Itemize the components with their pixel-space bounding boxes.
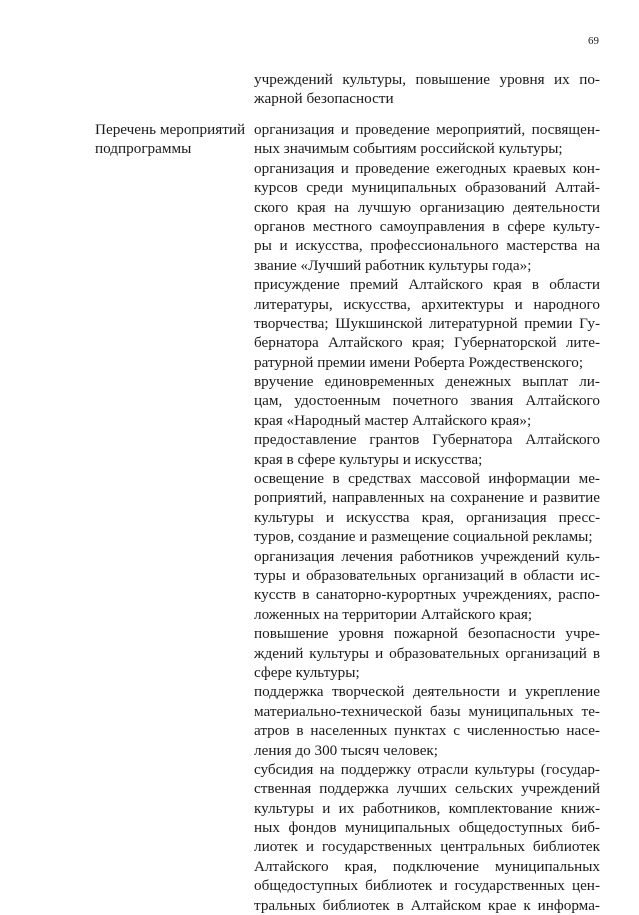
measures-list-text	[254, 120, 600, 915]
measures-list-line: тральных библиотек в Алтайском крае к информа-	[254, 896, 600, 914]
measures-list-line: ных значимым событиям российской культуры;	[254, 140, 563, 158]
measures-list-line: общедоступных библиотек и государственных цен-	[254, 877, 600, 895]
measures-list-line: литературы, искусства, архитектуры и народного	[254, 295, 600, 313]
measures-list-line: туры и образовательных организаций в области ис-	[254, 566, 600, 584]
measures-list-line: края «Народный мастер Алтайского края»;	[254, 411, 532, 429]
measures-list-line: творчества; Шукшинской литературной премии Гу-	[254, 314, 600, 332]
continued-text-block	[254, 70, 600, 109]
measures-list-line: организация и проведение ежегодных краевых кон-	[254, 159, 600, 177]
section-label	[95, 120, 255, 159]
section-label-line: Перечень мероприятий	[95, 121, 246, 138]
measures-list-line: Алтайского края, подключение муниципальных	[254, 857, 600, 875]
measures-list-line: освещение в средствах массовой информации ме-	[254, 470, 600, 488]
measures-list-line: организация лечения работников учреждений куль-	[254, 547, 600, 565]
measures-list-line: ского края на лучшую организацию деятельности	[254, 198, 600, 216]
measures-list-line: ры и искусства, профессионального мастерства на	[254, 237, 600, 255]
continued-text-line: учреждений культуры, повышение уровня их по-	[254, 71, 600, 88]
measures-list-line: атров в населенных пунктах с численностью насе-	[254, 722, 600, 740]
measures-list-line: ственная поддержка лучших сельских учреждений	[254, 780, 600, 798]
measures-list-line: ных фондов муниципальных общедоступных биб-	[254, 819, 600, 837]
measures-list-line: повышение уровня пожарной безопасности учре-	[254, 625, 600, 643]
measures-list-line: субсидия на поддержку отрасли культуры (государ-	[254, 760, 600, 778]
measures-list-line: ления до 300 тысяч человек;	[254, 741, 439, 759]
measures-list-line: кусств в санаторно-курортных учреждениях, распо-	[254, 586, 600, 604]
measures-list-line: поддержка творческой деятельности и укрепление	[254, 683, 600, 701]
measures-list-line: роприятий, направленных на сохранение и развитие	[254, 489, 600, 507]
measures-list-line: туров, создание и размещение социальной рекламы;	[254, 528, 593, 546]
measures-list-line: ратурной премии имени Роберта Рождественского;	[254, 353, 584, 371]
measures-list-line: культуры и их работников, комплектование книж-	[254, 799, 600, 817]
measures-list-line: ждений культуры и образовательных организаций в	[254, 644, 600, 662]
measures-list-line: края в сфере культуры и искусства;	[254, 450, 483, 468]
measures-list-line: цам, удостоенным почетного звания Алтайского	[254, 392, 600, 410]
measures-list-line: органов местного самоуправления в сфере культу-	[254, 217, 600, 235]
measures-list-line: сфере культуры;	[254, 663, 360, 681]
measures-list-line: бернатора Алтайского края; Губернаторской лите-	[254, 334, 600, 352]
measures-list-line: вручение единовременных денежных выплат ли-	[254, 373, 600, 391]
measures-list-line: курсов среди муниципальных образований Алтай-	[254, 179, 600, 197]
measures-list-line: ложенных на территории Алтайского края;	[254, 605, 533, 623]
measures-list-line: лиотек и государственных центральных библиотек	[254, 838, 600, 856]
measures-list-line: присуждение премий Алтайского края в области	[254, 276, 600, 294]
section-label-line: подпрограммы	[95, 140, 192, 158]
measures-list-line: материально-технической базы муниципальных те-	[254, 702, 600, 720]
continued-text-line: жарной безопасности	[254, 90, 394, 108]
measures-list-line: звание «Лучший работник культуры года»;	[254, 256, 532, 274]
measures-list-line: культуры и искусства края, организация пресс-	[254, 508, 600, 526]
page-number: 69	[588, 35, 599, 47]
measures-list-line: организация и проведение мероприятий, посвящен-	[254, 121, 600, 138]
measures-list-line: предоставление грантов Губернатора Алтайского	[254, 431, 600, 449]
